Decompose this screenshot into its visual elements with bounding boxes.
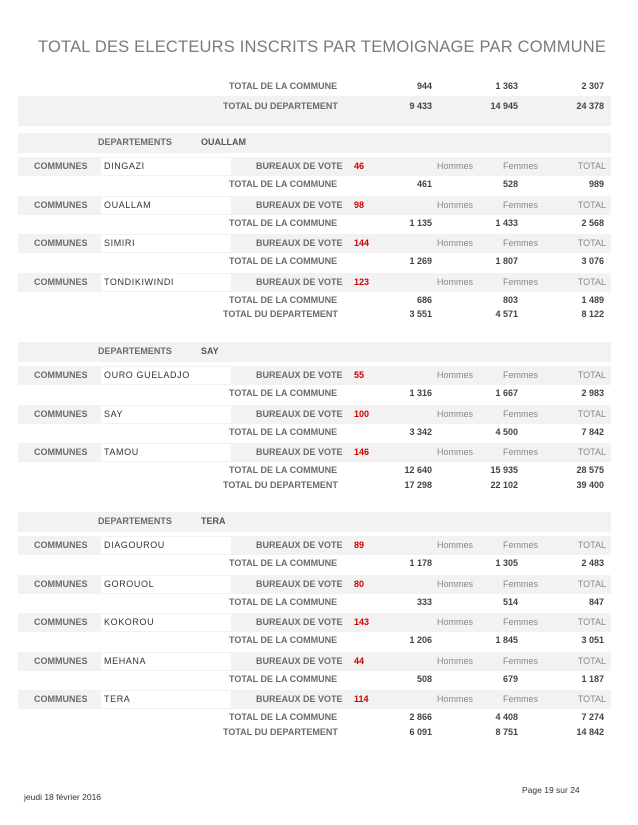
total-header: TOTAL (577, 540, 606, 550)
commune-total-label: TOTAL DE LA COMMUNE (229, 597, 338, 607)
bureaux-count: 146 (354, 447, 370, 457)
dept-header-label: DEPARTEMENTS (98, 137, 172, 147)
dept-header-label: DEPARTEMENTS (98, 516, 172, 526)
commune-total: 2 568 (581, 218, 604, 228)
dept-name: OUALLAM (201, 137, 246, 147)
commune-hommes: 508 (416, 674, 432, 684)
commune-name: KOKOROU (104, 617, 155, 627)
bureaux-label: BUREAUX DE VOTE (256, 447, 343, 457)
top-dept-hommes: 9 433 (409, 101, 432, 111)
top-commune-hommes: 944 (416, 81, 432, 91)
commune-hommes: 461 (416, 179, 432, 189)
commune-hommes: 12 640 (404, 465, 432, 475)
hommes-header: Hommes (437, 200, 474, 210)
commune-hommes: 333 (416, 597, 432, 607)
commune-femmes: 1 305 (495, 558, 518, 568)
dept-total-total: 8 122 (581, 309, 604, 319)
communes-label: COMMUNES (34, 277, 88, 287)
communes-label: COMMUNES (34, 579, 88, 589)
dept-total-femmes: 22 102 (490, 480, 518, 490)
commune-hommes: 2 866 (409, 712, 432, 722)
bureaux-label: BUREAUX DE VOTE (256, 617, 343, 627)
commune-hommes: 1 206 (409, 635, 432, 645)
communes-label: COMMUNES (34, 694, 88, 704)
commune-hommes: 1 178 (409, 558, 432, 568)
dept-total-label: TOTAL DU DEPARTEMENT (223, 480, 338, 490)
total-header: TOTAL (577, 579, 606, 589)
commune-total-label: TOTAL DE LA COMMUNE (229, 674, 338, 684)
communes-label: COMMUNES (34, 447, 88, 457)
commune-hommes: 686 (416, 295, 432, 305)
bureaux-count: 98 (354, 200, 365, 210)
hommes-header: Hommes (437, 656, 474, 666)
footer-page: Page 19 sur 24 (522, 785, 580, 795)
commune-femmes: 679 (502, 674, 518, 684)
commune-total: 1 489 (581, 295, 604, 305)
commune-total: 1 187 (581, 674, 604, 684)
dept-total-femmes: 8 751 (495, 727, 518, 737)
dept-total-hommes: 6 091 (409, 727, 432, 737)
hommes-header: Hommes (437, 238, 474, 248)
communes-label: COMMUNES (34, 200, 88, 210)
commune-total: 847 (588, 597, 604, 607)
commune-total: 28 575 (576, 465, 604, 475)
commune-total-label: TOTAL DE LA COMMUNE (229, 465, 338, 475)
communes-label: COMMUNES (34, 617, 88, 627)
commune-total-label: TOTAL DE LA COMMUNE (229, 558, 338, 568)
commune-name: TONDIKIWINDI (104, 277, 175, 287)
commune-total: 2 483 (581, 558, 604, 568)
dept-total-hommes: 3 551 (409, 309, 432, 319)
commune-name: SIMIRI (104, 238, 136, 248)
bureaux-label: BUREAUX DE VOTE (256, 579, 343, 589)
dept-name: SAY (201, 346, 219, 356)
femmes-header: Femmes (503, 540, 539, 550)
total-header: TOTAL (577, 617, 606, 627)
commune-name: TAMOU (104, 447, 139, 457)
commune-total-label: TOTAL DE LA COMMUNE (229, 256, 338, 266)
bureaux-label: BUREAUX DE VOTE (256, 161, 343, 171)
total-header: TOTAL (577, 161, 606, 171)
bureaux-label: BUREAUX DE VOTE (256, 409, 343, 419)
commune-name: DIAGOUROU (104, 540, 165, 550)
bureaux-count: 100 (354, 409, 370, 419)
commune-total-label: TOTAL DE LA COMMUNE (229, 388, 338, 398)
footer-date: jeudi 18 février 2016 (24, 792, 102, 802)
femmes-header: Femmes (503, 617, 539, 627)
bureaux-count: 80 (354, 579, 365, 589)
femmes-header: Femmes (503, 694, 539, 704)
commune-total: 7 274 (581, 712, 604, 722)
bureaux-label: BUREAUX DE VOTE (256, 277, 343, 287)
bureaux-label: BUREAUX DE VOTE (256, 656, 343, 666)
top-dept-femmes: 14 945 (490, 101, 518, 111)
commune-total: 7 842 (581, 427, 604, 437)
femmes-header: Femmes (503, 277, 539, 287)
femmes-header: Femmes (503, 409, 539, 419)
dept-total-total: 14 842 (576, 727, 604, 737)
hommes-header: Hommes (437, 579, 474, 589)
bureaux-label: BUREAUX DE VOTE (256, 540, 343, 550)
total-header: TOTAL (577, 447, 606, 457)
top-commune-total-label: TOTAL DE LA COMMUNE (229, 81, 338, 91)
femmes-header: Femmes (503, 238, 539, 248)
dept-total-femmes: 4 571 (495, 309, 518, 319)
commune-femmes: 1 807 (495, 256, 518, 266)
total-header: TOTAL (577, 694, 606, 704)
commune-total: 3 076 (581, 256, 604, 266)
commune-hommes: 3 342 (409, 427, 432, 437)
top-commune-total: 2 307 (581, 81, 604, 91)
bureaux-count: 89 (354, 540, 365, 550)
hommes-header: Hommes (437, 277, 474, 287)
total-header: TOTAL (577, 277, 606, 287)
commune-total-label: TOTAL DE LA COMMUNE (229, 295, 338, 305)
total-header: TOTAL (577, 370, 606, 380)
commune-name: SAY (104, 409, 124, 419)
commune-name: OURO GUELADJO (104, 370, 190, 380)
dept-total-total: 39 400 (576, 480, 604, 490)
hommes-header: Hommes (437, 540, 474, 550)
commune-total: 989 (588, 179, 604, 189)
femmes-header: Femmes (503, 656, 539, 666)
bureaux-count: 46 (354, 161, 365, 171)
hommes-header: Hommes (437, 409, 474, 419)
commune-total-label: TOTAL DE LA COMMUNE (229, 635, 338, 645)
bureaux-label: BUREAUX DE VOTE (256, 200, 343, 210)
commune-total-label: TOTAL DE LA COMMUNE (229, 179, 338, 189)
bureaux-count: 44 (354, 656, 365, 666)
commune-name: DINGAZI (104, 161, 145, 171)
commune-total-label: TOTAL DE LA COMMUNE (229, 427, 338, 437)
commune-femmes: 514 (502, 597, 518, 607)
communes-label: COMMUNES (34, 238, 88, 248)
total-header: TOTAL (577, 409, 606, 419)
commune-femmes: 15 935 (490, 465, 518, 475)
top-dept-total-label: TOTAL DU DEPARTEMENT (223, 101, 338, 111)
commune-femmes: 1 845 (495, 635, 518, 645)
hommes-header: Hommes (437, 370, 474, 380)
communes-label: COMMUNES (34, 656, 88, 666)
commune-total-label: TOTAL DE LA COMMUNE (229, 712, 338, 722)
commune-name: TERA (104, 694, 131, 704)
commune-total-label: TOTAL DE LA COMMUNE (229, 218, 338, 228)
femmes-header: Femmes (503, 200, 539, 210)
hommes-header: Hommes (437, 694, 474, 704)
bureaux-count: 144 (354, 238, 370, 248)
commune-name: GOROUOL (104, 579, 155, 589)
dept-header-label: DEPARTEMENTS (98, 346, 172, 356)
bureaux-label: BUREAUX DE VOTE (256, 370, 343, 380)
commune-femmes: 4 500 (495, 427, 518, 437)
femmes-header: Femmes (503, 370, 539, 380)
commune-femmes: 528 (502, 179, 518, 189)
bureaux-count: 143 (354, 617, 370, 627)
commune-hommes: 1 135 (409, 218, 432, 228)
bureaux-count: 55 (354, 370, 365, 380)
bureaux-count: 123 (354, 277, 370, 287)
commune-femmes: 1 433 (495, 218, 518, 228)
communes-label: COMMUNES (34, 161, 88, 171)
top-commune-femmes: 1 363 (495, 81, 518, 91)
femmes-header: Femmes (503, 447, 539, 457)
total-header: TOTAL (577, 656, 606, 666)
hommes-header: Hommes (437, 161, 474, 171)
commune-total: 2 983 (581, 388, 604, 398)
femmes-header: Femmes (503, 579, 539, 589)
bureaux-count: 114 (354, 694, 369, 704)
communes-label: COMMUNES (34, 409, 88, 419)
commune-femmes: 803 (502, 295, 518, 305)
dept-total-hommes: 17 298 (404, 480, 432, 490)
commune-total: 3 051 (581, 635, 604, 645)
communes-label: COMMUNES (34, 540, 88, 550)
commune-femmes: 4 408 (495, 712, 518, 722)
total-header: TOTAL (577, 200, 606, 210)
commune-femmes: 1 667 (495, 388, 518, 398)
femmes-header: Femmes (503, 161, 539, 171)
page-title: TOTAL DES ELECTEURS INSCRITS PAR TEMOIGNAGE PAR COMMUNE (38, 38, 607, 56)
hommes-header: Hommes (437, 617, 474, 627)
dept-total-label: TOTAL DU DEPARTEMENT (223, 727, 338, 737)
commune-hommes: 1 316 (409, 388, 432, 398)
bureaux-label: BUREAUX DE VOTE (256, 694, 343, 704)
dept-name: TERA (201, 516, 226, 526)
commune-name: OUALLAM (104, 200, 152, 210)
hommes-header: Hommes (437, 447, 474, 457)
bureaux-label: BUREAUX DE VOTE (256, 238, 343, 248)
commune-hommes: 1 269 (409, 256, 432, 266)
total-header: TOTAL (577, 238, 606, 248)
dept-total-label: TOTAL DU DEPARTEMENT (223, 309, 338, 319)
top-dept-total: 24 378 (576, 101, 604, 111)
communes-label: COMMUNES (34, 370, 88, 380)
commune-name: MEHANA (104, 656, 147, 666)
